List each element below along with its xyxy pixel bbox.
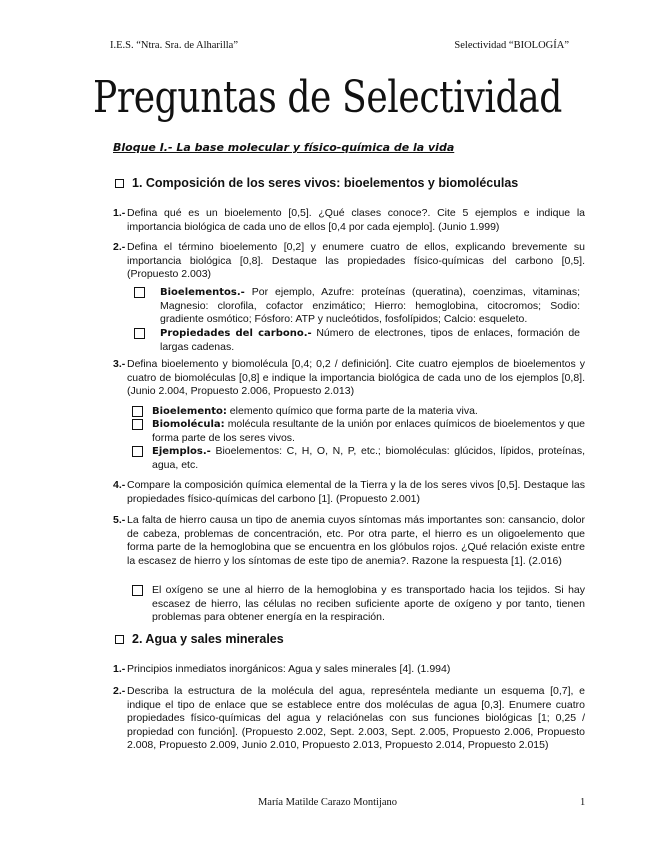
answer-text: Bioelementos: C, H, O, N, P, etc.; biomoléculas: glúcidos, lípidos, proteínas, agua, etc. [152, 445, 585, 471]
checkbox-icon [132, 446, 143, 457]
bullet-square-icon [115, 179, 124, 188]
question-text: Defina qué es un bioelemento [0,5]. ¿Qué clases conoce?. Cite 5 ejemplos e indique la importancia biológica de cada uno de ellos [0,4 por cada ejemplo]. (Junio 1.999) [127, 207, 585, 233]
answer-item [152, 418, 585, 445]
header-subject: Selectividad “BIOLOGÍA” [454, 40, 569, 51]
question-item [113, 514, 585, 568]
header-school: I.E.S. “Ntra. Sra. de Alharilla” [110, 40, 238, 51]
answer-term: Propiedades del carbono.- [160, 328, 312, 339]
section-heading [113, 176, 518, 190]
page-title: Preguntas de Selectividad [93, 72, 562, 123]
question-item [113, 207, 585, 234]
footer-author: María Matilde Carazo Montijano [257, 797, 398, 808]
question-number: 2.- [113, 241, 126, 253]
question-text: Defina el término bioelemento [0,2] y enumere cuatro de ellos, explicando brevemente su importancia biológica [0,8]. Destaque las propiedades físico-químicas del carbono [0,5]. (Propuesto 2.003) [127, 241, 585, 280]
answer-item [152, 584, 585, 625]
answer-text: Número de electrones, tipos de enlaces, formación de largas cadenas. [160, 327, 580, 353]
question-item [113, 358, 585, 399]
question-number: 5.- [113, 514, 126, 526]
question-text: Compare la composición química elemental de la Tierra y la de los seres vivos [0,5]. Destaque las propiedades físico-químicas del carbono [1]. (Propuesto 2.001) [127, 479, 585, 505]
answer-text: El oxígeno se une al hierro de la hemoglobina y es transportado hacia los tejidos. Si hay escasez de hierro, las células no reciben suficiente aporte de oxígeno y por tanto, tienen problemas para obtener energía en la respiración. [152, 584, 585, 623]
answer-term: Bioelemento: [152, 406, 227, 417]
answer-item [152, 445, 585, 472]
question-item [113, 241, 585, 282]
question-text: Describa la estructura de la molécula del agua, represéntela mediante un esquema [0,7], e indique el tipo de enlace que se establece entre dos moléculas de agua [0,3]. Enumere cuatro propiedades físico-químicas del agua y relaciónelas con sus funciones biológicas [1; 0,25 / propiedad con función]. (Propuesto 2.002, Sept. 2.003, Sept. 2.005, Propuesto 2.006, Propuesto 2.008, Propuesto 2.009, Junio 2.010, Propuesto 2.013, Propuesto 2.014, Propuesto 2.015) [127, 685, 585, 751]
bullet-square-icon [115, 635, 124, 644]
bloque-heading: Bloque I.- La base molecular y físico-química de la vida [113, 141, 455, 154]
question-number: 4.- [113, 479, 126, 491]
checkbox-icon [134, 287, 145, 298]
answer-item [160, 286, 580, 327]
section-label: 2. Agua y sales minerales [132, 632, 284, 646]
question-number: 1.- [113, 663, 126, 675]
answer-text: molécula resultante de la unión por enlaces químicos de bioelementos y que forma parte de los seres vivos. [152, 418, 585, 444]
answer-term: Biomolécula: [152, 419, 225, 430]
question-item [113, 479, 585, 506]
question-number: 3.- [113, 358, 126, 370]
answer-term: Ejemplos.- [152, 446, 211, 457]
question-number: 1.- [113, 207, 126, 219]
answer-term: Bioelementos.- [160, 287, 245, 298]
question-item [113, 685, 585, 753]
answer-item [152, 405, 585, 419]
question-text: Principios inmediatos inorgánicos: Agua y sales minerales [4]. (1.994) [127, 663, 451, 675]
section-label: 1. Composición de los seres vivos: bioelementos y biomoléculas [132, 176, 519, 190]
checkbox-icon [132, 419, 143, 430]
question-text: Defina bioelemento y biomolécula [0,4; 0,2 / definición]. Cite cuatro ejemplos de bioelementos y cuatro de biomoléculas [0,8] e indique la importancia biológica de cada uno de los ejemplos [0,8]. (Junio 2.004, Propuesto 2.006, Propuesto 2.013) [127, 358, 585, 397]
answer-text: Por ejemplo, Azufre: proteínas (queratina), coenzimas, vitaminas; Magnesio: clorofila, cofactor enzimático; Hierro: hemoglobina, citocromos; Sodio: gradiente osmótico; Fósforo: ATP y nucleótidos, fosfolípidos; Calcio: esqueleto. [160, 286, 580, 325]
answer-item [160, 327, 580, 354]
section-heading [113, 632, 284, 646]
answer-text: elemento químico que forma parte de la materia viva. [226, 405, 478, 417]
question-item [113, 663, 585, 677]
page-number: 1 [580, 797, 586, 808]
question-text: La falta de hierro causa un tipo de anemia cuyos síntomas más importantes son: cansancio, dolor de cabeza, problemas de concentración, etc. Por otra parte, el hierro es un oligoelemento que forma parte de la hemoglobina que se encuentra en los glóbulos rojos. ¿Qué relación existe entre la escasez de hierro y los síntomas de este tipo de anemia?. Razone la respuesta [1]. (2.016) [127, 514, 585, 567]
question-number: 2.- [113, 685, 126, 697]
checkbox-icon [132, 585, 143, 596]
checkbox-icon [132, 406, 143, 417]
checkbox-icon [134, 328, 145, 339]
